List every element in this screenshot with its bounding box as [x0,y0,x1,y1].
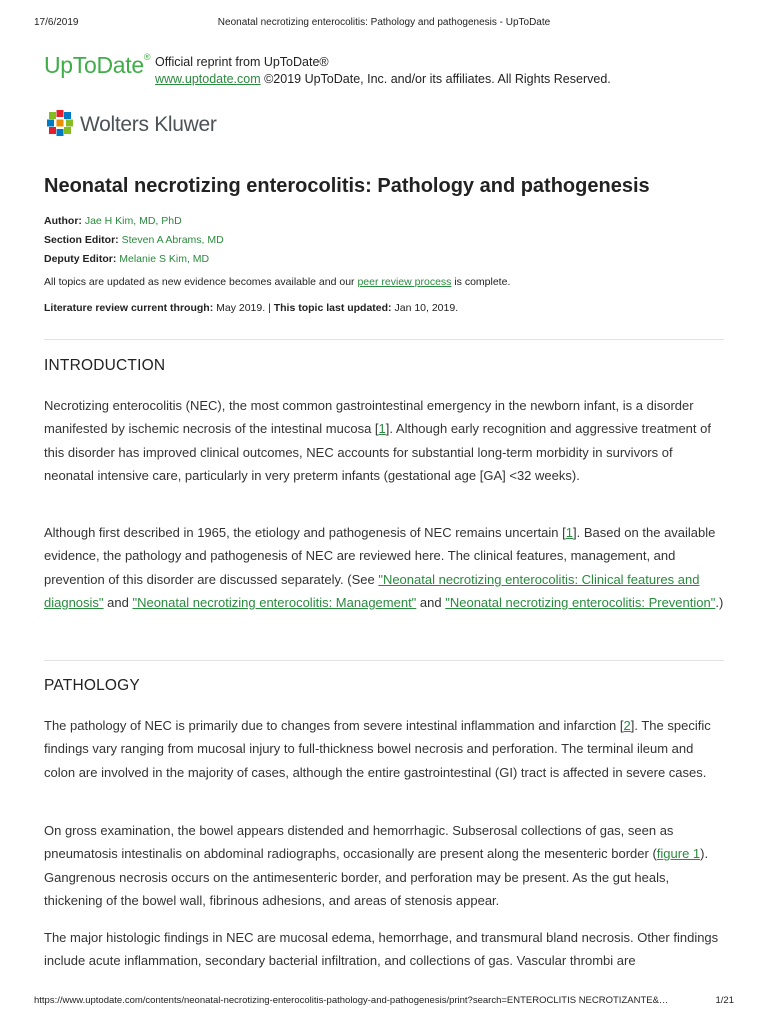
publisher-name: Wolters Kluwer [80,113,217,136]
divider [44,339,724,340]
pathology-paragraph-3: The major histologic findings in NEC are mucosal edema, hemorrhage, and transmural bland necrosis. Other findings include acute inflammation, secondary bacterial infiltration, and collections of gas. Vascular thrombi are [44,930,719,969]
author-row: Author: Jae H Kim, MD, PhD [44,215,182,227]
print-url: https://www.uptodate.com/contents/neonatal-necrotizing-enterocolitis-pathology-and-pathogenesis/print?search=ENTEROCLITIS NECROTIZANTE&… [34,995,669,1006]
intro-paragraph-1: Necrotizing enterocolitis (NEC), the most common gastrointestinal emergency in the newborn infant, is a disorder manifested by ischemic necrosis of the intestinal mucosa [1]. Although early recognition and aggressive treatment of this disorder has improved clinical outcomes, NEC accounts for substantial long-term morbidity in survivors of neonatal intensive care, particularly in very preterm infants (gestational age [GA] <32 weeks). [44,398,711,484]
print-header [34,17,734,31]
print-date: 17/6/2019 [34,17,79,28]
deputy-editor-row: Deputy Editor: Melanie S Kim, MD [44,253,210,265]
uptodate-site-link[interactable]: www.uptodate.com [155,72,261,86]
review-dates: Literature review current through: May 2019. | This topic last updated: Jan 10, 2019. [44,302,459,314]
copyright-text: ©2019 UpToDate, Inc. and/or its affiliates. All Rights Reserved. [260,72,611,86]
wolters-kluwer-logo-icon [44,107,76,139]
page-number: 1/21 [715,995,734,1006]
topic-title: Neonatal necrotizing enterocolitis: Pathology and pathogenesis [44,175,650,197]
print-doc-title: Neonatal necrotizing enterocolitis: Pathology and pathogenesis - UpToDate [217,17,551,28]
divider [44,660,724,661]
pathology-paragraph-2: On gross examination, the bowel appears distended and hemorrhagic. Subserosal collections of gas, seen as pneumatosis intestinalis on abdominal radiographs, occasionally are present along the mesenteric border (figure 1). Gangrenous necrosis occurs on the antimesenteric border, and perforation may be present. As the gut heals, thickening of the bowel wall, fibrinous adhesions, and areas of stenosis appear. [44,823,709,909]
uptodate-logo: UpToDate® [44,52,151,78]
author-block [44,212,224,269]
reprint-notice [155,54,611,88]
section-editor-row: Section Editor: Steven A Abrams, MD [44,234,224,246]
reference-link[interactable]: 1 [378,421,386,437]
clinical-features-link[interactable]: "Neonatal necrotizing enterocolitis: Clinical features and diagnosis" [44,571,700,611]
reference-link[interactable]: 1 [565,525,573,540]
pathology-heading: PATHOLOGY [44,677,140,694]
reference-link[interactable]: 2 [623,718,631,733]
deputy-editor-link[interactable]: Melanie S Kim, MD [119,253,210,265]
author-link[interactable]: Jae H Kim, MD, PhD [84,215,182,227]
introduction-heading: INTRODUCTION [44,357,166,374]
section-editor-link[interactable]: Steven A Abrams, MD [121,234,224,246]
peer-review-link[interactable]: peer review process [357,276,452,288]
pathology-paragraph-1: The pathology of NEC is primarily due to changes from severe intestinal inflammation and infarction [2]. The specific findings vary ranging from mucosal injury to full-thickness bowel necrosis and perforation. The terminal ileum and colon are involved in the majority of cases, although the entire gastrointestinal (GI) tract is affected in severe cases. [44,718,711,780]
brand-header [44,52,724,92]
prevention-link[interactable]: "Neonatal necrotizing enterocolitis: Prevention" [445,595,716,611]
reprint-line: Official reprint from UpToDate® [155,55,329,69]
management-link[interactable]: "Neonatal necrotizing enterocolitis: Management" [132,595,417,611]
intro-paragraph-2: Although first described in 1965, the etiology and pathogenesis of NEC remains uncertain [1]. Based on the available evidence, the pathology and pathogenesis of NEC are reviewed here. The clinical features, management, and prevention of this disorder are discussed separately. (See "Neonatal necrotizing enterocolitis: Clinical features and diagnosis" and "Neonatal necrotizing enterocolitis: Management" and "Neonatal necrotizing enterocolitis: Prevention".) [44,525,724,611]
print-footer [34,995,734,1009]
figure-link[interactable]: figure 1 [656,846,701,862]
update-note: All topics are updated as new evidence becomes available and our peer review process is complete. [44,276,511,288]
